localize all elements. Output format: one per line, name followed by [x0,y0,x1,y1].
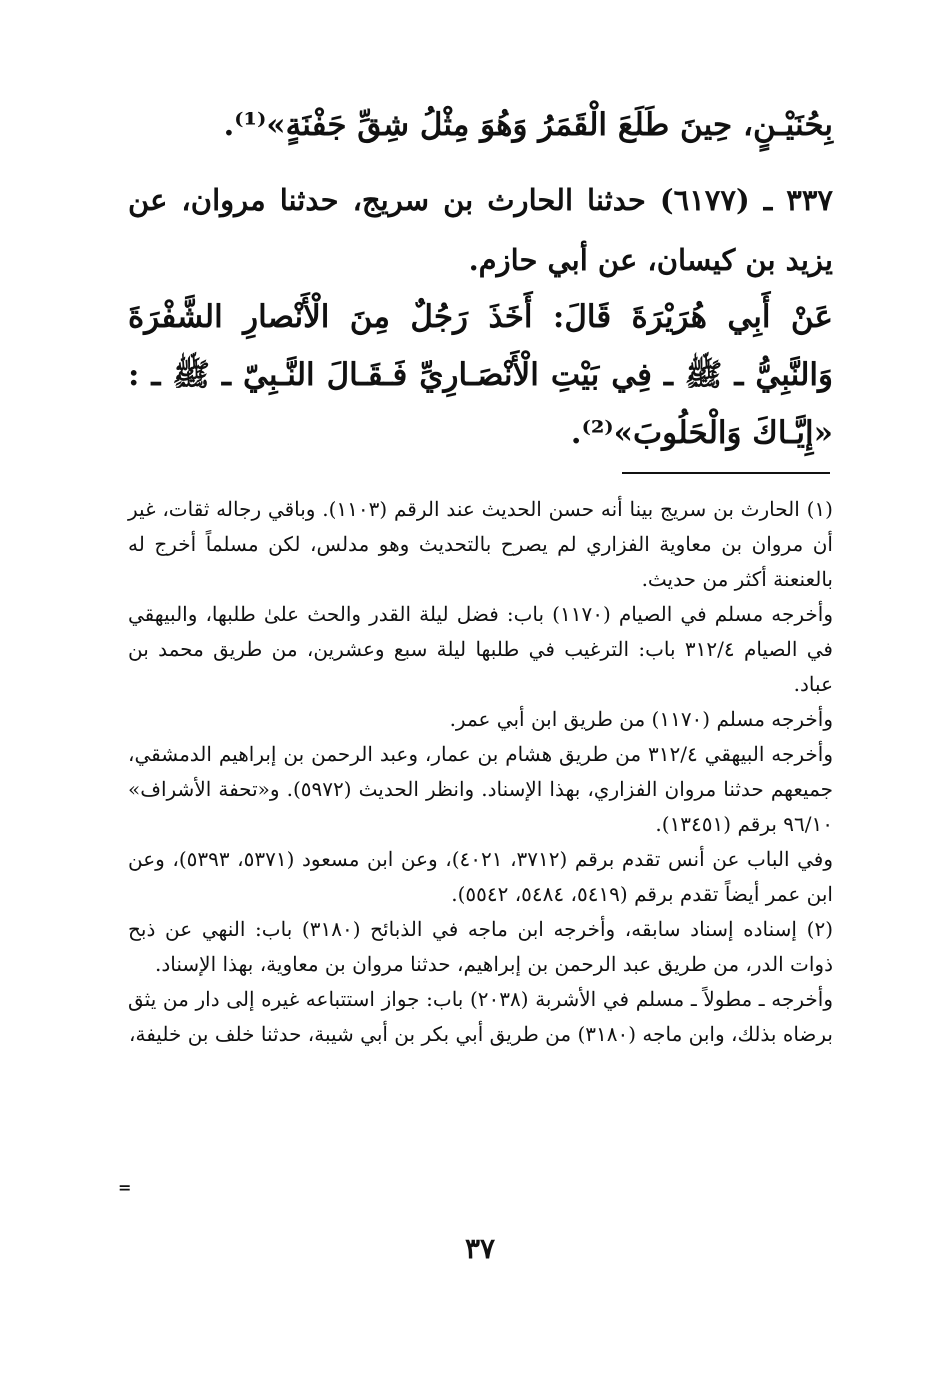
footnote-1-paragraph-3: وأخرجه مسلم (١١٧٠) من طريق ابن أبي عمر. [449,707,833,731]
hadith-continuation-line: بِحُنَيْـنٍ، حِينَ طَلَعَ الْقَمَرُ وَهُوَ مِثْلُ شِقِّ جَفْنَةٍ»⁽¹⁾. [223,107,833,143]
footnote-1-paragraph-1: (١) الحارث بن سريج بينا أنه حسن الحديث عند الرقم (١١٠٣). وباقي رجاله ثقات، غير أن مروان بن معاوية الفزاري لم يصرح بالتحديث وهو مدلس، لكن مسلماً أخرج له بالعنعنة أكثر من حديث. [128,497,833,591]
footnote-2-paragraph-1: (٢) إسناده إسناد سابقه، وأخرجه ابن ماجه في الذبائح (٣١٨٠) باب: النهي عن ذبح ذوات الدر، من طريق عبد الرحمن بن إبراهيم، حدثنا مروان بن معاوية، بهذا الإسناد. [128,917,833,976]
hadith-matn-text: عَنْ أَبِي هُرَيْرَةَ قَالَ: أَخَذَ رَجُلٌ مِنَ الْأَنْصارِ الشَّفْرَةَ وَالنَّبِيُّ ـ ﷺ ـ فِي بَيْتِ الْأَنْصَـارِيِّ فَـقَـالَ النَّـبِيّ ـ ﷺ ـ : «إِيَّـاكَ وَالْحَلُوبَ»⁽²⁾. [128,299,833,451]
continuation-mark: = [118,1178,132,1197]
footnote-separator [622,472,830,474]
footnote-2-paragraph-2: وأخرجه ـ مطولاً ـ مسلم في الأشربة (٢٠٣٨) باب: جواز استتباعه غيره إلى دار من يثق برضاه بذلك، وابن ماجه (٣١٨٠) من طريق أبي بكر بن أبي شيبة، حدثنا خلف بن خليفة، [128,987,833,1046]
footnote-1-paragraph-5: وفي الباب عن أنس تقدم برقم (٣٧١٢، ٤٠٢١)، وعن ابن مسعود (٥٣٧١، ٥٣٩٣)، وعن ابن عمر أيضاً تقدم برقم (٥٤١٩، ٥٤٨٤، ٥٥٤٢). [128,847,834,906]
page-number: ٣٧ [464,1232,496,1265]
footnote-1-paragraph-2: وأخرجه مسلم في الصيام (١١٧٠) باب: فضل ليلة القدر والحث علىٰ طلبها، والبيهقي في الصيام ٣١٢/٤ باب: الترغيب في طلبها ليلة سبع وعشرين، من طريق محمد بن عباد. [128,602,833,696]
hadith-isnad-header: ٣٣٧ ـ (٦١٧٧) حدثنا الحارث بن سريج، حدثنا مروان، عن يزيد بن كيسان، عن أبي حازم. [128,183,833,277]
footnotes [128,492,833,1052]
footnote-1-paragraph-4: وأخرجه البيهقي ٣١٢/٤ من طريق هشام بن عمار، وعبد الرحمن بن إبراهيم الدمشقي، جميعهم حدثنا مروان الفزاري، بهذا الإسناد. وانظر الحديث (٥٩٧٢). و«تحفة الأشراف» ٩٦/١٠ برقم (١٣٤٥١). [128,742,834,836]
